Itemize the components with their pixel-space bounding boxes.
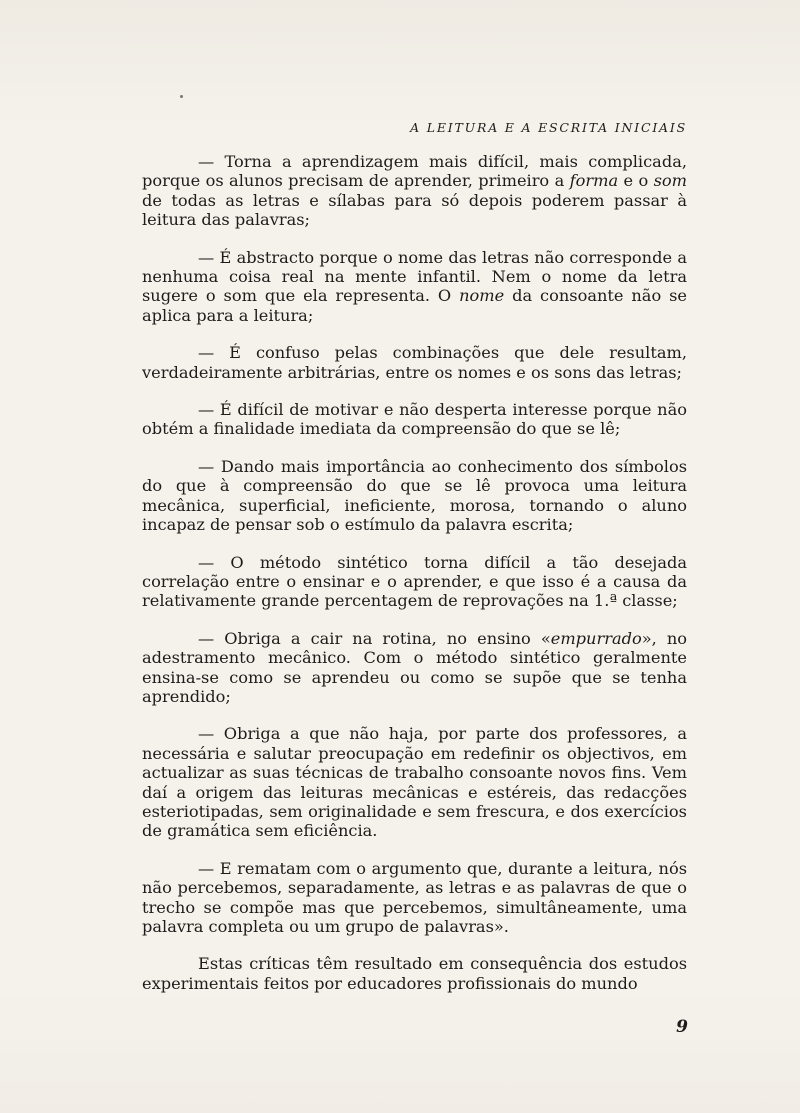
italic-text: som <box>653 171 688 191</box>
running-header: A LEITURA E A ESCRITA INICIAIS <box>410 120 687 135</box>
ink-speck <box>180 95 183 98</box>
body-text <box>142 152 687 993</box>
text-run: — Dando mais importância ao conhecimento dos símbolos do que à compreensão do que se lê provoca uma leitura mecânica, superficial, ineficiente, morosa, tornando o aluno incapaz de pensar sob o estímulo da palavra escrita; <box>142 456 687 535</box>
text-run: de todas as letras e sílabas para só depois poderem passar à leitura das palavras; <box>142 190 687 230</box>
text-run: Estas críticas têm resultado em consequência dos estudos experimentais feitos por educadores profissionais do mundo <box>142 954 687 993</box>
paragraph <box>142 400 687 439</box>
text-run: e o <box>618 171 654 191</box>
paragraph <box>142 152 687 230</box>
text-run: — É confuso pelas combinações que dele resultam, verdadeiramente arbitrárias, entre os nomes e os sons das letras; <box>142 343 687 382</box>
text-run: », no adestramento mecânico. Com o método sintético geralmente ensina-se como se aprendeu ou como se supõe que se tenha aprendido; <box>142 628 687 706</box>
text-run: — Obriga a cair na rotina, no ensino « <box>198 628 551 648</box>
paragraph <box>142 724 687 840</box>
text-run: — Obriga a que não haja, por parte dos professores, a necessária e salutar preocupação em redefinir os objectivos, em actualizar as suas técnicas de trabalho consoante novos fins. Vem daí a origem das leituras mecânicas e estéreis, das redacções esteriotipadas, sem originalidade e sem frescura, e dos exercícios de gramática sem eficiência. <box>142 724 687 841</box>
text-run: — O método sintético torna difícil a tão desejada correlação entre o ensinar e o aprender, e que isso é a causa da relativamente grande percentagem de reprovações na 1.ª classe; <box>142 552 687 611</box>
text-run: da consoante não se aplica para a leitura; <box>142 286 687 325</box>
paragraph <box>142 553 687 611</box>
italic-text: empurrado <box>550 628 642 648</box>
text-run: — É difícil de motivar e não desperta interesse porque não obtém a finalidade imediata da compreensão do que se lê; <box>142 400 687 439</box>
page-number: 9 <box>676 1017 688 1037</box>
paragraph <box>142 629 687 707</box>
text-run: — É abstracto porque o nome das letras não corresponde a nenhuma coisa real na mente infantil. Nem o nome da letra sugere o som que ela representa. O <box>142 247 687 306</box>
paragraph <box>142 248 687 326</box>
paragraph <box>142 859 687 937</box>
italic-text: nome <box>459 286 505 306</box>
paragraph <box>142 457 687 535</box>
paragraph <box>142 343 687 382</box>
text-run: — E rematam com o argumento que, durante a leitura, nós não percebemos, separadamente, as letras e as palavras de que o trecho se compõe mas que percebemos, simultâneamente, uma palavra completa ou um grupo de palavras». <box>142 858 687 936</box>
paragraph <box>142 954 687 993</box>
italic-text: forma <box>569 171 619 191</box>
text-run: — Torna a aprendizagem mais difícil, mais complicada, porque os alunos precisam de aprender, primeiro a <box>142 152 687 191</box>
